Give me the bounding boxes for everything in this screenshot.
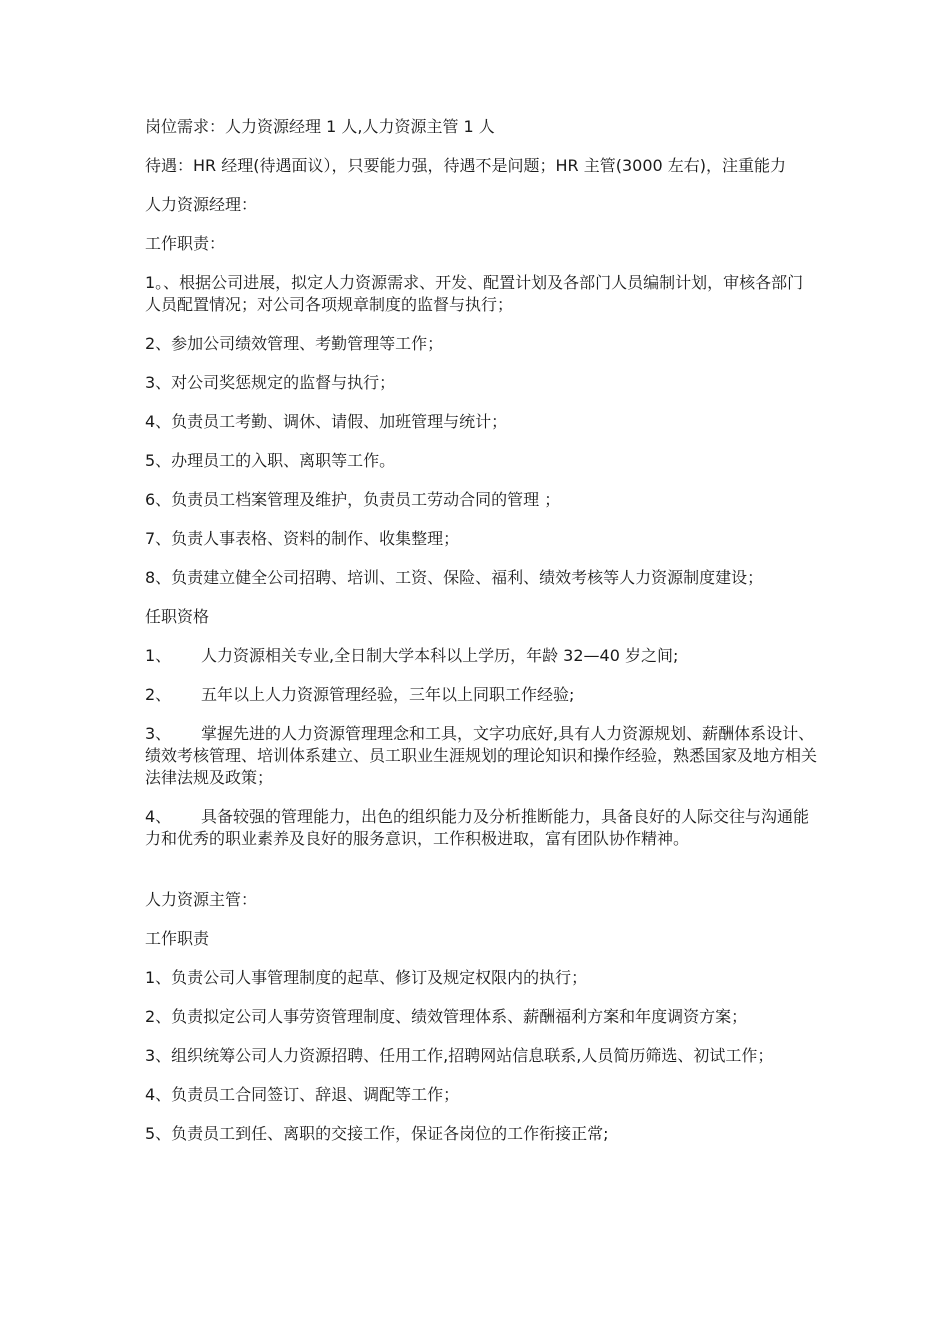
qualification-number: 3、 xyxy=(145,724,172,743)
manager-duty-item: 6、负责员工档案管理及维护，负责员工劳动合同的管理 ； xyxy=(145,490,561,509)
qualification-number: 1、 xyxy=(145,646,172,665)
manager-duties-heading: 工作职责： xyxy=(145,234,226,253)
qualification-item xyxy=(145,806,817,850)
manager-duty-item: 7、负责人事表格、资料的制作、收集整理； xyxy=(145,529,460,548)
document-page xyxy=(145,116,817,1162)
pay-line: 待遇：HR 经理(待遇面议），只要能力强，待遇不是问题；HR 主管(3000 左右)，注重能力 xyxy=(145,156,787,175)
qualification-text: 五年以上人力资源管理经验，三年以上同职工作经验; xyxy=(201,685,575,704)
supervisor-duty-item: 3、组织统筹公司人力资源招聘、任用工作,招聘网站信息联系,人员简历筛选、初试工作； xyxy=(145,1046,774,1065)
qualification-heading: 任职资格 xyxy=(145,607,210,626)
manager-duty-item: 3、对公司奖惩规定的监督与执行； xyxy=(145,373,396,392)
qualification-number: 4、 xyxy=(145,807,172,826)
manager-heading: 人力资源经理： xyxy=(145,195,258,214)
supervisor-duty-item: 5、负责员工到任、离职的交接工作，保证各岗位的工作衔接正常; xyxy=(145,1124,609,1143)
supervisor-duty-item: 1、负责公司人事管理制度的起草、修订及规定权限内的执行； xyxy=(145,968,588,987)
job-demand-line: 岗位需求：人力资源经理 1 人,人力资源主管 1 人 xyxy=(145,117,495,136)
manager-duty-item: 4、负责员工考勤、调休、请假、加班管理与统计； xyxy=(145,412,508,431)
qualification-item xyxy=(145,723,817,789)
supervisor-duty-item: 4、负责员工合同签订、辞退、调配等工作； xyxy=(145,1085,460,1104)
supervisor-duties-heading: 工作职责 xyxy=(145,929,210,948)
qualification-text: 掌握先进的人力资源管理理念和工具，文字功底好,具有人力资源规划、薪酬体系设计、绩效考核管理、培训体系建立、员工职业生涯规划的理论知识和操作经验，熟悉国家及地方相关法律法规及政策； xyxy=(145,724,818,787)
qualification-number: 2、 xyxy=(145,685,172,704)
qualification-item xyxy=(145,684,817,706)
manager-duty-item: 2、参加公司绩效管理、考勤管理等工作； xyxy=(145,334,444,353)
qualification-text: 人力资源相关专业,全日制大学本科以上学历，年龄 32—40 岁之间; xyxy=(201,646,679,665)
supervisor-duty-item: 2、负责拟定公司人事劳资管理制度、绩效管理体系、薪酬福利方案和年度调资方案； xyxy=(145,1007,748,1026)
supervisor-heading: 人力资源主管： xyxy=(145,890,258,909)
manager-duty-item: 8、负责建立健全公司招聘、培训、工资、保险、福利、绩效考核等人力资源制度建设； xyxy=(145,568,764,587)
qualification-item xyxy=(145,645,817,667)
manager-duty-item: 5、办理员工的入职、离职等工作。 xyxy=(145,451,396,470)
qualification-text: 具备较强的管理能力，出色的组织能力及分析推断能力，具备良好的人际交往与沟通能力和优秀的职业素养及良好的服务意识，工作积极进取，富有团队协作精神。 xyxy=(145,807,810,848)
manager-duty-item: 1。、根据公司进展，拟定人力资源需求、开发、配置计划及各部门人员编制计划，审核各部门人员配置情况；对公司各项规章制度的监督与执行； xyxy=(145,273,804,314)
